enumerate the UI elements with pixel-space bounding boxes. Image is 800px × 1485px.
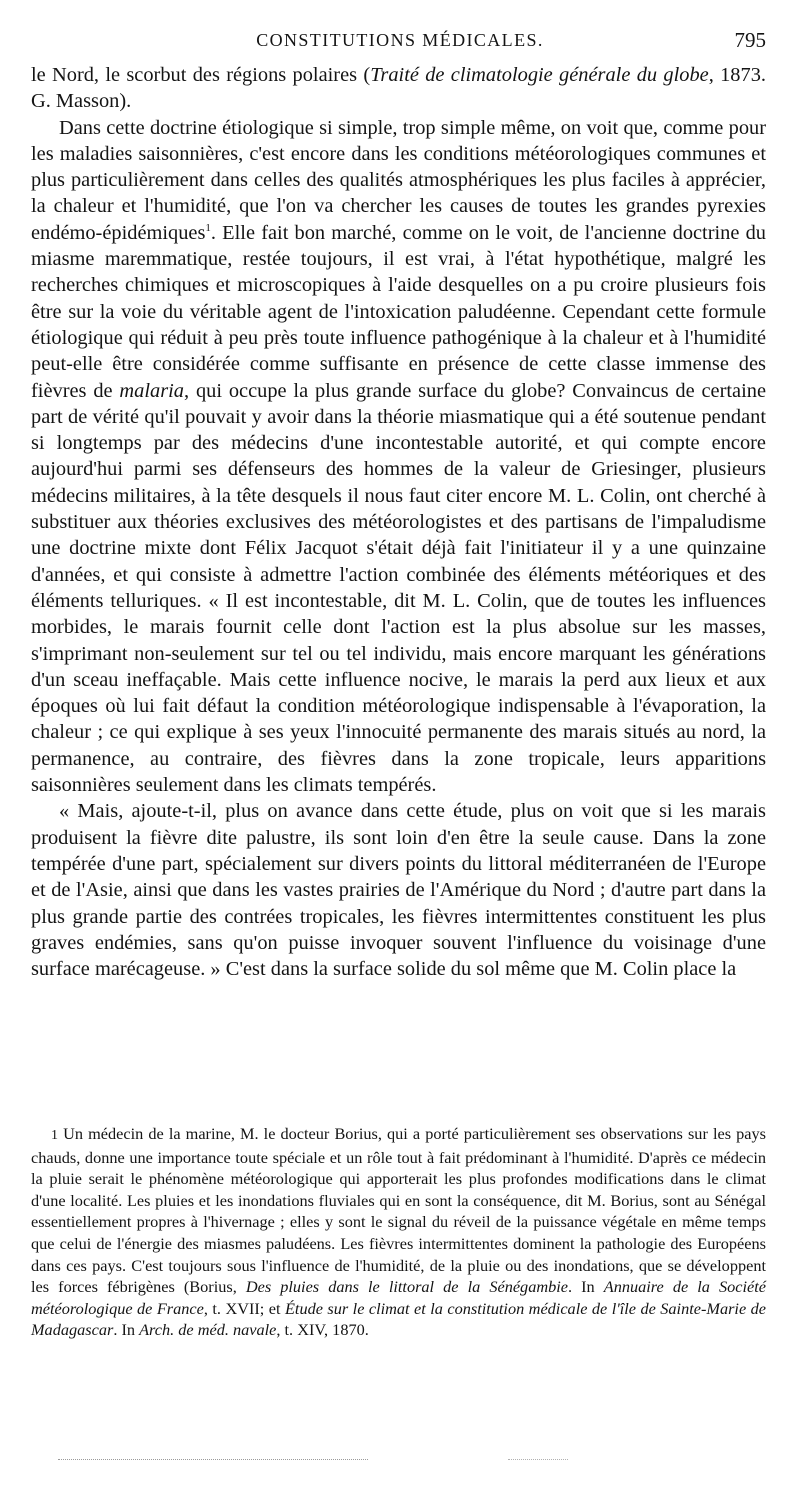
bottom-bleed-rule: [58, 1459, 368, 1460]
paragraph-quote: « Mais, ajoute-t-il, plus on avance dans cette étude, plus on voit que si les marais produisent la fièvre dite palustre, ils sont loin d'en être la seule cause. Dans la zone tempérée d'une part, spécialement sur divers points du littoral méditerranéen de l'Europe et de l'Asie, ainsi que dans les vastes prairies de l'Amérique du Nord ; d'autre part dans la plus grande partie des contrées tropicales, les fièvres intermittentes constituent les plus graves endémies, sans qu'on puisse invoquer souvent l'influence du voisinage d'une surface marécageuse. » C'est dans la surface solide du sol même que M. Colin place la: [31, 800, 766, 981]
page-header: [30, 26, 770, 56]
footnote: 1 Un médecin de la marine, M. le docteur Borius, qui a porté particulièrement ses observations sur les pays chauds, donne une importance toute spéciale et un rôle tout à fait prédominant à l'humidité. D'après ce médecin la pluie serait le phénomène météorologique qui apporterait les plus profondes modifications dans le climat d'une localité. Les pluies et les inondations fluviales qui en sont la conséquence, dit M. Borius, sont au Sénégal essentiellement propres à l'hivernage ; elles y sont le signal du réveil de la puissance végétale en même temps que celui de l'énergie des miasmes paludéens. Les fièvres intermittentes dominent la pathologie des Européens dans ces pays. C'est toujours sous l'influence de l'humidité, de la pluie ou des inondations, que se développent les forces fébrigènes (Borius, Des pluies dans le littoral de la Sénégambie. In Annuaire de la Société météorologique de France, t. XVII; et Étude sur le climat et la constitution médicale de l'île de Sainte-Marie de Madagascar. In Arch. de méd. navale, t. XIV, 1870.: [31, 1124, 767, 1340]
citation-title: Des pluies dans le littoral de la Sénégambie: [245, 1277, 568, 1297]
footnote-marker: 1: [205, 221, 211, 234]
italic-term: malaria: [119, 379, 184, 402]
running-title: CONSTITUTIONS MÉDICALES.: [256, 30, 544, 50]
citation-title: Étude sur le climat et la constitution médicale de l'île de Sainte-Marie de Madagascar: [31, 1298, 766, 1340]
bottom-bleed-rule: [508, 1459, 568, 1460]
citation-journal: Annuaire de la Société météorologique de France: [31, 1277, 767, 1318]
citation-journal: Arch. de méd. navale: [139, 1320, 277, 1340]
paragraph-doctrine: Dans cette doctrine étiologique si simple, trop simple même, on voit que, comme pour les maladies saisonnières, c'est encore dans les conditions météorologiques communes et plus particulièrement dans celles des qualités atmosphériques les plus faciles à apprécier, la chaleur et l'humidité, que l'on va chercher les causes de toutes les grandes pyrexies endémo-épidémiques$^1$. Elle fait bon marché, comme on le voit, de l'ancienne doctrine du miasme maremmatique, restée toujours, il est vrai, à l'état hypothétique, malgré les recherches chimiques et microscopiques à l'aide desquelles on a pu croire plusieurs fois être sur la voie du véritable agent de l'intoxication paludéenne. Cependant cette formule étiologique qui réduit à peu près toute influence pathogénique à la chaleur et à l'humidité peut-elle être considérée comme suffisante en présence de cette classe immense des fièvres de malaria, qui occupe la plus grande surface du globe? Convaincus de certaine part de vérité qu'il pouvait y avoir dans la théorie miasmatique qui a été soutenue pendant si longtemps par des médecins d'une incontestable autorité, et qui compte encore aujourd'hui parmi ses défenseurs des hommes de la valeur de Griesinger, plusieurs médecins militaires, à la tête desquels il nous faut citer encore M. L. Colin, ont cherché à substituer aux théories exclusives des météorologistes et des partisans de l'impaludisme une doctrine mixte dont Félix Jacquot s'était déjà fait l'initiateur il y a une quinzaine d'années, et qui consiste à admettre l'action combinée des éléments météoriques et des éléments telluriques. « Il est incontestable, dit M. L. Colin, que de toutes les influences morbides, le marais fournit celle dont l'action est la plus absolue sur les masses, s'imprimant non-seulement sur tel ou tel individu, mais encore marquant les générations d'un sceau ineffaçable. Mais cette influence nocive, le marais la perd aux lieux et aux époques où lui fait défaut la condition météorologique indispensable à l'évaporation, la chaleur ; ce qui explique à ses yeux l'innocuité permanente des marais situés au nord, la permanence, au contraire, des fièvres dans la zone tropicale, leurs apparitions saisonnières seulement dans les climats tempérés.: [31, 116, 767, 797]
body-text: [31, 62, 766, 982]
paragraph-continuation: le Nord, le scorbut des régions polaires (Traité de climatologie générale du globe, 1873. G. Masson).: [31, 64, 766, 113]
page-number: 795: [734, 28, 766, 52]
book-title: Traité de climatologie générale du globe: [370, 64, 709, 86]
footnote-number: 1: [51, 1128, 58, 1143]
